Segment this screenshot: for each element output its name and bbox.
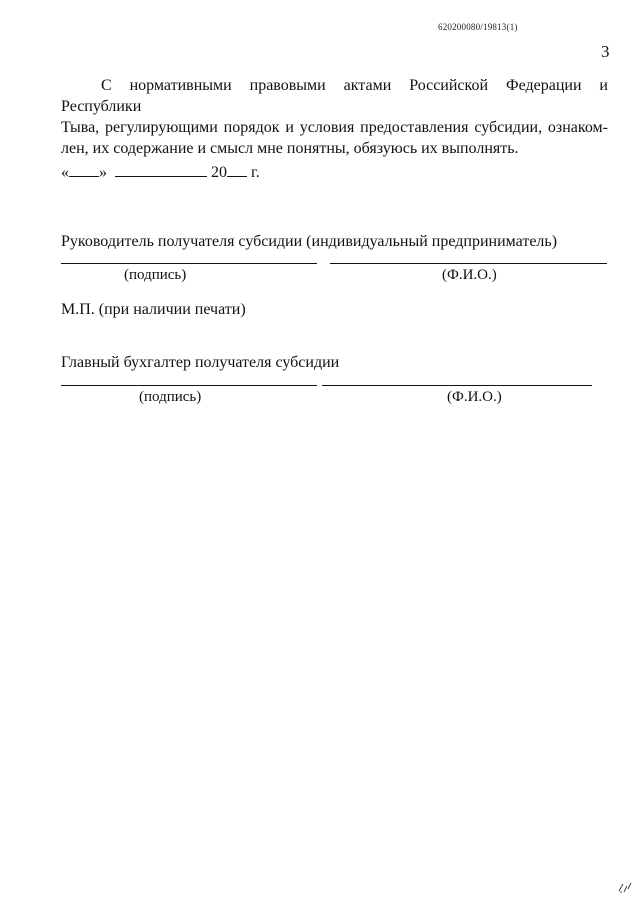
stamp-note: М.П. (при наличии печати) <box>61 301 246 318</box>
agreement-paragraph <box>61 75 608 159</box>
accountant-name-line[interactable] <box>322 385 592 386</box>
date-close-quote: » <box>99 164 107 181</box>
scan-mark-icon <box>616 880 634 894</box>
date-open-quote: « <box>61 164 69 181</box>
accountant-name-caption: (Ф.И.О.) <box>447 389 502 405</box>
year-suffix: г. <box>251 164 260 181</box>
accountant-signature-caption: (подпись) <box>139 389 202 405</box>
agreement-line-1: С нормативными правовыми актами Российской Федерации и Республики <box>61 77 608 115</box>
month-blank[interactable] <box>115 163 207 177</box>
agreement-line-3: лен, их содержание и смысл мне понятны, обязуюсь их выполнять. <box>61 140 519 157</box>
page-number: 3 <box>601 42 610 61</box>
day-blank[interactable] <box>69 163 99 177</box>
year-prefix: 20 <box>211 164 227 181</box>
head-signature-caption: (подпись) <box>124 267 187 283</box>
date-field <box>61 163 260 182</box>
head-name-caption: (Ф.И.О.) <box>442 267 497 283</box>
head-name-line[interactable] <box>330 263 607 264</box>
agreement-line-2: Тыва, регулирующими порядок и условия предоставления субсидии, ознаком- <box>61 119 608 136</box>
head-signature-line[interactable] <box>61 263 317 264</box>
head-signature-title: Руководитель получателя субсидии (индивидуальный предприниматель) <box>61 233 558 250</box>
year-blank[interactable] <box>227 163 247 177</box>
accountant-signature-line[interactable] <box>61 385 317 386</box>
accountant-signature-title: Главный бухгалтер получателя субсидии <box>61 354 340 371</box>
document-id: 620200080/19813(1) <box>438 22 518 32</box>
